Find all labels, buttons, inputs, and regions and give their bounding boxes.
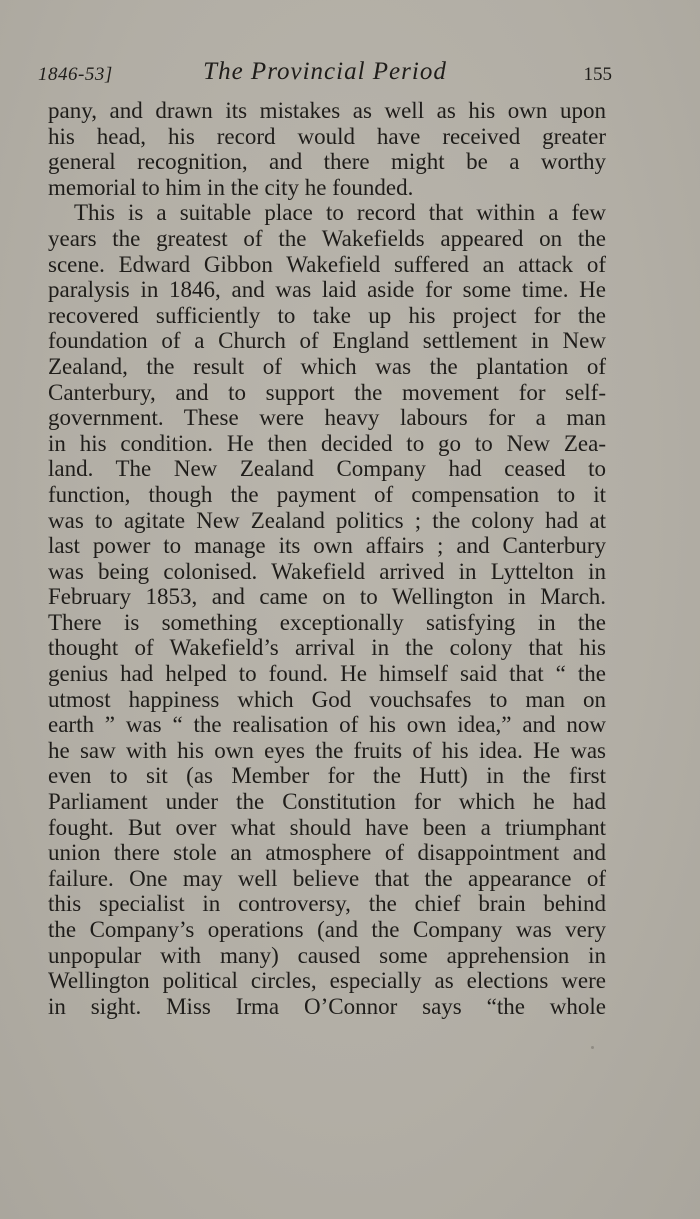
text-line: function, though the payment of compensation to it [48,481,606,507]
text-line: thought of Wakefield’s arrival in the colony that his [48,635,606,661]
text-line: last power to manage its own affairs ; and Canterbury [48,533,606,559]
text-line: Parliament under the Constitution for which he had [48,789,606,815]
text-line: pany, and drawn its mistakes as well as his own upon [48,98,606,123]
text-line: this specialist in controversy, the chief brain behind [48,891,606,917]
text-line: land. The New Zealand Company had ceased to [48,456,606,482]
text-line: foundation of a Church of England settlement in New [48,328,606,354]
text-line: in his condition. He then decided to go to New Zea- [48,430,606,456]
text-line: in sight. Miss Irma O’Connor says “the whole [48,993,606,1019]
text-line: the Company’s operations (and the Company was very [48,917,606,942]
text-line: utmost happiness which God vouchsafes to man on [48,686,606,712]
body-text [48,98,606,1019]
text-line: paralysis in 1846, and was laid aside for some time. He [48,277,606,303]
text-line: fought. But over what should have been a triumphant [48,814,606,840]
text-line: unpopular with many) caused some apprehension in [48,942,606,968]
text-line: scene. Edward Gibbon Wakefield suffered an attack of [48,251,606,277]
text-line: Canterbury, and to support the movement for self- [48,379,606,405]
text-line: was to agitate New Zealand politics ; the colony had at [48,507,606,533]
text-line: genius had helped to found. He himself said that “ the [48,661,606,687]
text-line: Wellington political circles, especially as elections were [48,968,606,994]
text-line: years the greatest of the Wakefields appeared on the [48,225,606,251]
text-line: general recognition, and there might be a worthy [48,149,606,175]
page-number: 155 [583,64,612,85]
text-line: February 1853, and came on to Wellington in March. [48,584,606,610]
text-line: government. These were heavy labours for a man [48,405,606,431]
date-range-header: 1846-53] [38,64,113,85]
text-line: Zealand, the result of which was the plantation of [48,353,606,379]
text-line: recovered sufficiently to take up his project for the [48,302,606,328]
text-line: he saw with his own eyes the fruits of his idea. He was [48,737,606,763]
running-head [38,58,612,92]
chapter-title-header: The Provincial Period [203,58,447,85]
text-line: even to sit (as Member for the Hutt) in the first [48,763,606,789]
text-line: was being colonised. Wakefield arrived in Lyttelton in [48,558,606,584]
text-line: memorial to him in the city he founded. [48,174,414,200]
text-line: There is something exceptionally satisfying in the [48,609,606,635]
text-line: union there stole an atmosphere of disappointment and [48,840,606,866]
paragraph-start-line: This is a suitable place to record that within a few [74,200,606,226]
page-speck [591,1046,594,1049]
text-line: his head, his record would have received greater [48,123,606,149]
text-line: earth ” was “ the realisation of his own idea,” and now [48,712,606,738]
text-line: failure. One may well believe that the appearance of [48,865,606,891]
